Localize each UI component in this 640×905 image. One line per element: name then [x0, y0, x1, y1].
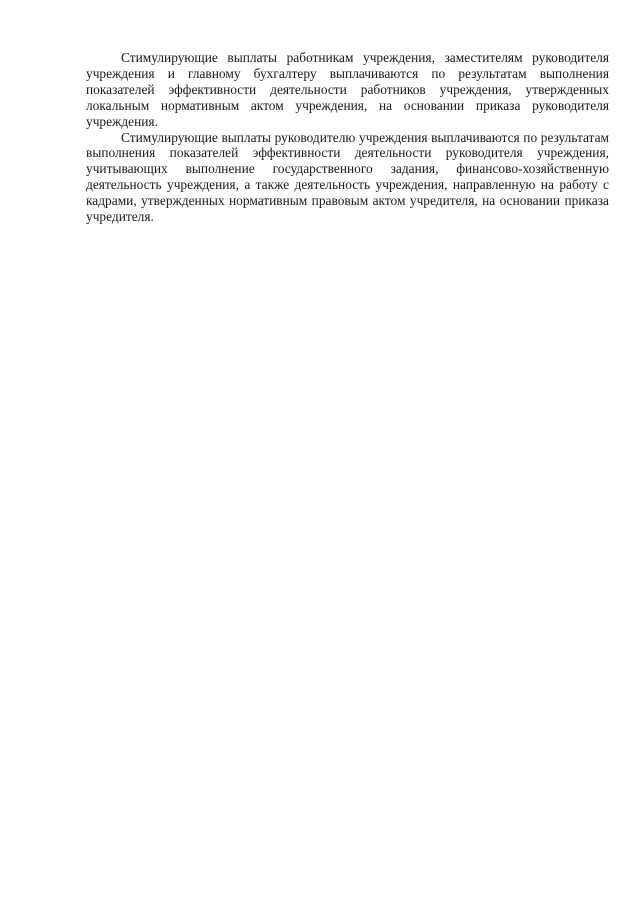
document-body: [86, 50, 609, 225]
paragraph-director-incentives: Стимулирующие выплаты руководителю учреждения выплачиваются по результатам выполнения показателей эффективности деятельности руководителя учреждения, учитывающих выполнение государственного задания, финансово-хозяйственную деятельность учреждения, а также деятельность учреждения, направленную на работу с кадрами, утвержденных нормативным правовым актом учредителя, на основании приказа учредителя.: [86, 129, 609, 225]
paragraph-employee-incentives: Стимулирующие выплаты работникам учреждения, заместителям руководителя учреждения и главному бухгалтеру выплачиваются по результатам выполнения показателей эффективности деятельности работников учреждения, утвержденных локальным нормативным актом учреждения, на основании приказа руководителя учреждения.: [86, 50, 609, 129]
